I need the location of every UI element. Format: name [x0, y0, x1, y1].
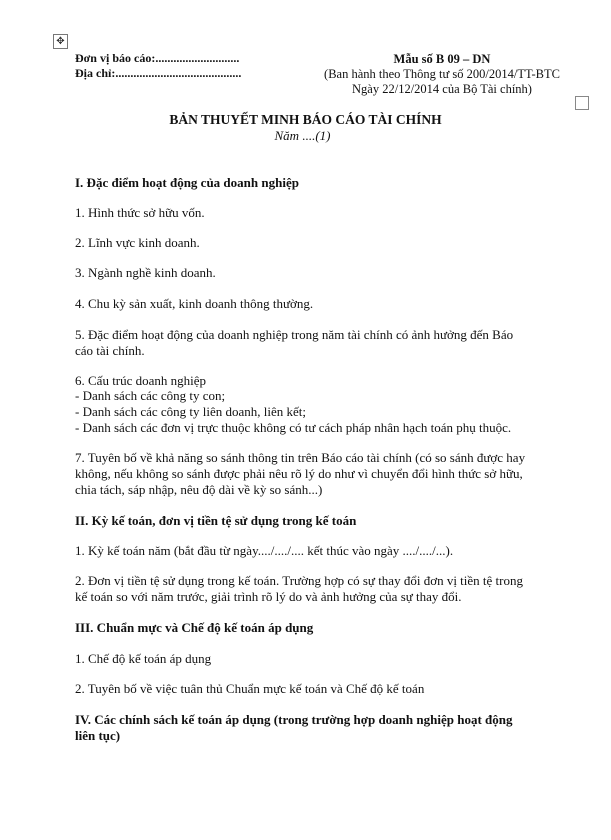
table-move-handle-icon[interactable]: ✥ — [53, 34, 68, 49]
s1-item-5-line-1: 5. Đặc điểm hoạt động của doanh nghiệp trong năm tài chính có ảnh hưởng đến Báo — [75, 327, 514, 342]
address-field: Địa chỉ:.......................................... — [75, 66, 242, 80]
s1-item-6-sub-3: - Danh sách các đơn vị trực thuộc không có tư cách pháp nhân hạch toán phụ thuộc. — [75, 420, 512, 435]
s1-item-5-line-2: cáo tài chính. — [75, 343, 145, 358]
section-4-heading-line-1: IV. Các chính sách kế toán áp dụng (trong trường hợp doanh nghiệp hoạt động — [75, 712, 513, 727]
s1-item-7-line-3: chia tách, sáp nhập, nêu độ dài về kỳ so sánh...) — [75, 482, 323, 497]
report-year: Năm ....(1) — [274, 128, 331, 143]
section-2-heading: II. Kỳ kế toán, đơn vị tiền tệ sử dụng trong kế toán — [75, 513, 357, 528]
section-3-heading: III. Chuẩn mực và Chế độ kế toán áp dụng — [75, 620, 314, 635]
page-title: BẢN THUYẾT MINH BÁO CÁO TÀI CHÍNH — [169, 112, 442, 127]
s2-item-1: 1. Kỳ kế toán năm (bắt đầu từ ngày..../..../.... kết thúc vào ngày ..../..../...). — [75, 543, 454, 558]
section-1-heading: I. Đặc điểm hoạt động của doanh nghiệp — [75, 175, 299, 190]
s1-item-6-sub-2: - Danh sách các công ty liên doanh, liên kết; — [75, 404, 307, 419]
s1-item-6-title: 6. Cấu trúc doanh nghiệp — [75, 373, 207, 388]
issued-by: (Ban hành theo Thông tư số 200/2014/TT-BTC — [324, 67, 560, 81]
row-marker-box — [575, 96, 589, 110]
s1-item-7-line-2: không, nếu không so sánh được phải nêu rõ lý do như vì chuyển đổi hình thức sở hữu, — [75, 466, 523, 481]
s1-item-2: 2. Lĩnh vực kinh doanh. — [75, 235, 200, 250]
form-number: Mẫu số B 09 – DN — [393, 52, 491, 66]
section-4-heading-line-2: liên tục) — [75, 728, 121, 743]
s3-item-1: 1. Chế độ kế toán áp dụng — [75, 651, 212, 666]
s1-item-4: 4. Chu kỳ sản xuất, kinh doanh thông thường. — [75, 296, 314, 311]
s3-item-2: 2. Tuyên bố về việc tuân thủ Chuẩn mực kế toán và Chế độ kế toán — [75, 681, 425, 696]
s1-item-6-sub-1: - Danh sách các công ty con; — [75, 388, 226, 403]
s1-item-7-line-1: 7. Tuyên bố về khả năng so sánh thông tin trên Báo cáo tài chính (có so sánh được hay — [75, 450, 526, 465]
reporter-field: Đơn vị báo cáo:............................ — [75, 51, 240, 65]
s1-item-1: 1. Hình thức sở hữu vốn. — [75, 205, 205, 220]
issued-date: Ngày 22/12/2014 của Bộ Tài chính) — [352, 82, 532, 96]
s2-item-2-line-2: kế toán so với năm trước, giải trình rõ lý do và ảnh hưởng của sự thay đổi. — [75, 589, 462, 604]
s1-item-3: 3. Ngành nghề kinh doanh. — [75, 265, 216, 280]
s2-item-2-line-1: 2. Đơn vị tiền tệ sử dụng trong kế toán. Trường hợp có sự thay đổi đơn vị tiền tệ trong — [75, 573, 523, 588]
